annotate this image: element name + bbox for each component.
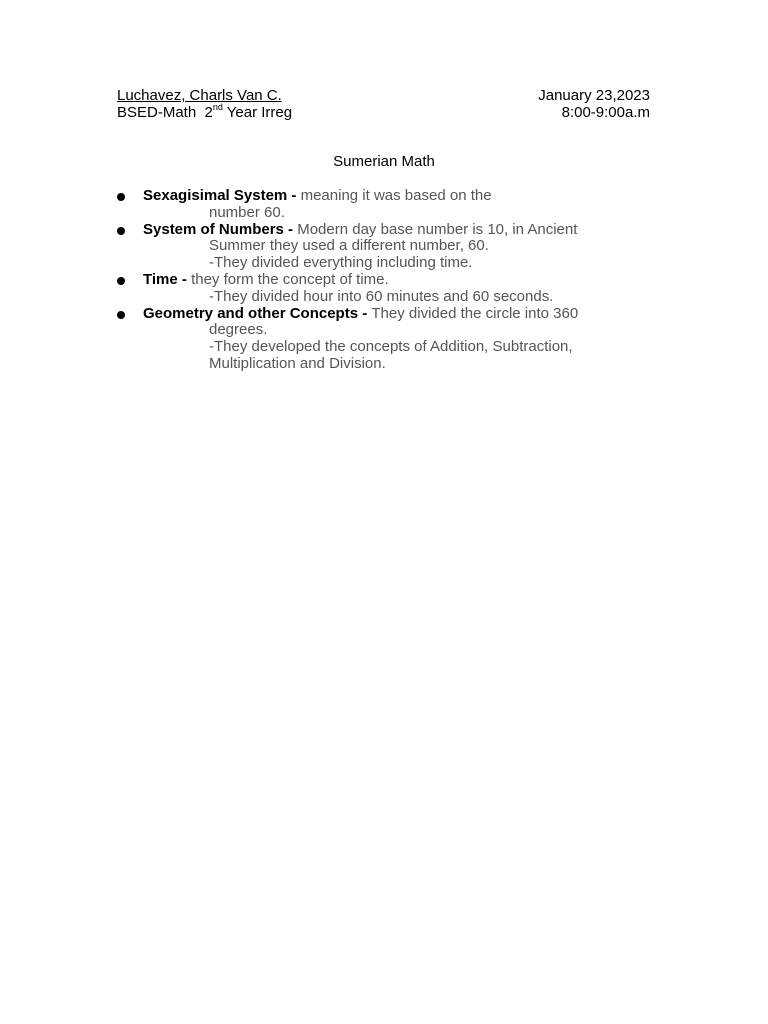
bullet-icon: [117, 311, 125, 319]
bullet-list: [117, 188, 637, 373]
item-term: Time -: [143, 270, 192, 288]
item-term: System of Numbers -: [143, 220, 298, 238]
student-name: Luchavez, Charls Van C.: [117, 87, 282, 104]
course-prefix: BSED-Math 2: [117, 104, 213, 121]
item-description: They divided the circle into 360: [371, 304, 579, 322]
bullet-icon: [117, 193, 125, 201]
document-title: Sumerian Math: [333, 153, 435, 170]
item-continuation: -They divided hour into 60 minutes and 60 seconds.: [209, 287, 554, 305]
header-left: [117, 87, 292, 121]
header-right: [538, 87, 650, 121]
item-description: meaning it was based on the: [300, 187, 492, 204]
course-line: [117, 104, 292, 121]
bullet-icon: [117, 277, 125, 285]
course-suffix: Year Irreg: [222, 104, 293, 121]
item-continuation: -They divided everything including time.: [209, 254, 473, 272]
list-item: [117, 272, 637, 306]
item-continuation: Multiplication and Division.: [209, 354, 386, 372]
item-term: Sexagisimal System -: [143, 187, 301, 204]
bullet-icon: [117, 227, 125, 235]
item-term: Geometry and other Concepts -: [143, 304, 372, 322]
item-description: they form the concept of time.: [191, 270, 389, 288]
list-item: [117, 222, 637, 272]
item-description: Modern day base number is 10, in Ancient: [297, 220, 578, 238]
list-item: [117, 306, 637, 373]
item-continuation: degrees.: [209, 321, 268, 339]
item-continuation: -They developed the concepts of Addition, Subtraction,: [209, 338, 573, 356]
item-continuation: Summer they used a different number, 60.: [209, 237, 489, 255]
item-continuation: number 60.: [209, 203, 285, 221]
time: 8:00-9:00a.m: [561, 104, 650, 121]
course-superscript: nd: [212, 102, 223, 112]
list-item: [117, 188, 637, 222]
date: January 23,2023: [538, 87, 650, 104]
